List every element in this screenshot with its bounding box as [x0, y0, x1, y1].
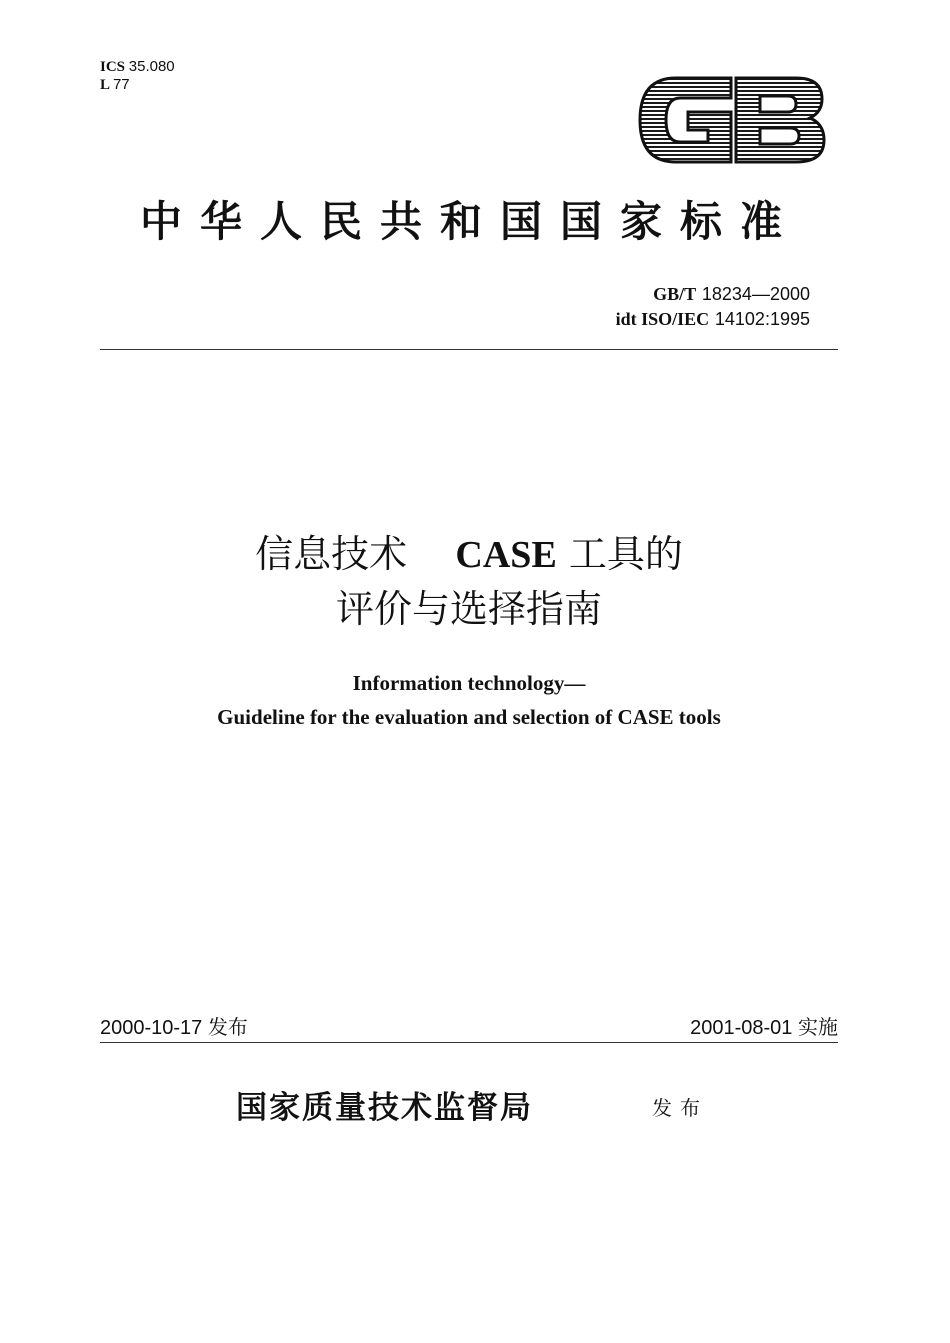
english-title-line2: Guideline for the evaluation and selection of CASE tools	[217, 705, 721, 729]
chinese-title	[100, 527, 838, 636]
english-title-line1: Information technology—	[352, 671, 586, 695]
implementation-date: 2001-08-01 实施	[690, 1017, 838, 1039]
chinese-title-part1: 信息技术	[255, 532, 408, 576]
gb-logo-graphic	[636, 70, 826, 170]
publisher-name: 国家质量技术监督局	[236, 1090, 533, 1126]
standard-prefix: GB/T	[653, 284, 697, 304]
standard-number-line	[616, 282, 810, 307]
national-standard-title: 中华人民共和国国家标准	[139, 197, 800, 246]
publisher-suffix: 发布	[652, 1096, 708, 1120]
idt-prefix: idt ISO/IEC	[615, 309, 710, 329]
standard-code-block	[616, 282, 810, 332]
standard-number: 18234—2000	[701, 284, 810, 304]
chinese-title-line2: 评价与选择指南	[335, 587, 602, 631]
bottom-divider	[100, 1042, 838, 1043]
dates-row	[100, 1014, 838, 1042]
ics-label: ICS	[100, 59, 126, 75]
chinese-title-part2: 工具的	[568, 532, 683, 576]
class-code: 77	[112, 76, 130, 93]
english-title	[100, 666, 838, 734]
chinese-title-case: CASE	[455, 534, 557, 576]
ics-classification	[100, 58, 175, 94]
ics-line	[100, 58, 175, 76]
idt-number: 14102:1995	[714, 309, 810, 329]
class-line	[100, 76, 175, 94]
ics-code: 35.080	[128, 58, 175, 75]
class-label: L	[100, 77, 110, 93]
issue-date: 2000-10-17 发布	[100, 1017, 248, 1039]
top-divider	[100, 349, 838, 350]
gb-logo	[636, 70, 826, 170]
chinese-title-line1	[100, 527, 838, 582]
idt-line	[616, 307, 810, 332]
